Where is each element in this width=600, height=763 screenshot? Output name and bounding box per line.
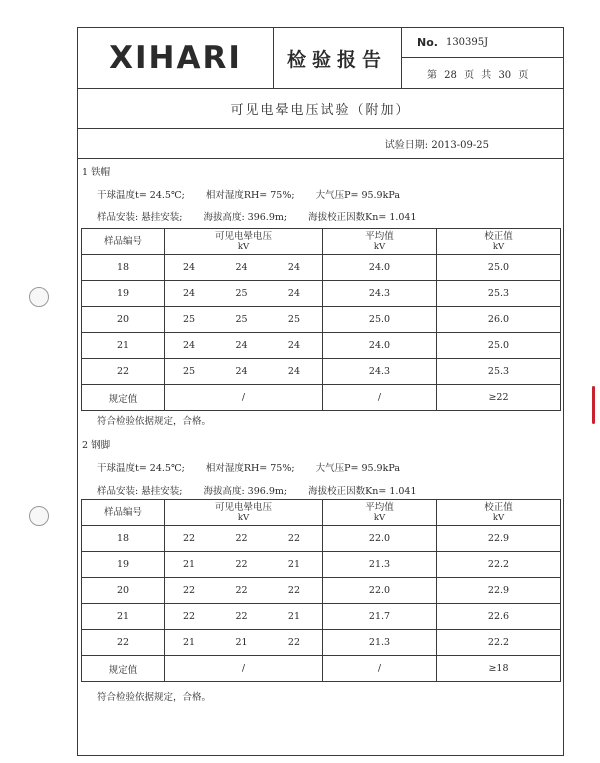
page-info: 第 28 页 共 30 页 — [427, 69, 529, 81]
report-title: 检验报告 — [273, 28, 402, 88]
corrected-value: 22.6 — [437, 604, 561, 630]
corona-values: 21 21 22 — [165, 630, 323, 656]
section-1-conditions — [97, 187, 400, 201]
col-corona: 可见电晕电压 kV — [165, 500, 323, 526]
sample-id: 22 — [82, 359, 165, 385]
corona-values: 24 25 24 — [165, 281, 323, 307]
table-header-row — [82, 500, 561, 526]
average-value: 21.3 — [323, 630, 437, 656]
section-1-mounting — [97, 209, 417, 223]
corona-values: 24 24 24 — [165, 333, 323, 359]
red-pen-mark — [592, 386, 595, 424]
table-row — [82, 255, 561, 281]
company-logo: XIHARI — [78, 28, 274, 88]
sample-id: 18 — [82, 526, 165, 552]
altitude: 海拔高度: 396.9m; — [203, 486, 288, 497]
correction-factor: 海拔校正因数Kn= 1.041 — [308, 212, 417, 223]
corrected-value: 25.3 — [437, 359, 561, 385]
corrected-value: 22.9 — [437, 578, 561, 604]
spec-corona: / — [165, 656, 323, 682]
table-row — [82, 359, 561, 385]
section-2-heading: 2 钢脚 — [82, 440, 111, 451]
corona-values: 22 22 22 — [165, 526, 323, 552]
table-header-row — [82, 229, 561, 255]
section-1-conclusion: 符合检验依据规定，合格。 — [97, 416, 212, 427]
sample-id: 21 — [82, 333, 165, 359]
col-average: 平均值 kV — [323, 500, 437, 526]
temperature: 干球温度t= 24.5℃; — [97, 463, 185, 474]
section-2-mounting — [97, 483, 417, 497]
average-value: 21.3 — [323, 552, 437, 578]
corrected-value: 22.9 — [437, 526, 561, 552]
table-row — [82, 604, 561, 630]
table-row — [82, 333, 561, 359]
average-value: 24.3 — [323, 359, 437, 385]
report-number-label: No. — [417, 36, 438, 49]
spec-corrected: ≥22 — [437, 385, 561, 411]
section-1-table — [81, 228, 561, 411]
corona-values: 21 22 21 — [165, 552, 323, 578]
section-2-table — [81, 499, 561, 682]
average-value: 24.3 — [323, 281, 437, 307]
average-value: 22.0 — [323, 526, 437, 552]
temperature: 干球温度t= 24.5℃; — [97, 190, 185, 201]
average-value: 24.0 — [323, 255, 437, 281]
spec-row — [82, 656, 561, 682]
corona-values: 22 22 21 — [165, 604, 323, 630]
corona-values: 25 25 25 — [165, 307, 323, 333]
corrected-value: 22.2 — [437, 630, 561, 656]
spec-average: / — [323, 656, 437, 682]
report-number-value: 130395J — [445, 37, 489, 48]
corona-values: 25 24 24 — [165, 359, 323, 385]
corrected-value: 26.0 — [437, 307, 561, 333]
section-2-conclusion: 符合检验依据规定，合格。 — [97, 692, 212, 703]
spec-row — [82, 385, 561, 411]
pressure: 大气压P= 95.9kPa — [315, 190, 400, 201]
sample-id: 21 — [82, 604, 165, 630]
col-sample: 样品编号 — [82, 229, 165, 255]
report-page — [77, 27, 564, 756]
binder-hole-bottom — [29, 506, 49, 526]
section-2-conditions — [97, 460, 400, 474]
sample-id: 20 — [82, 307, 165, 333]
col-corrected: 校正值 kV — [437, 229, 561, 255]
average-value: 21.7 — [323, 604, 437, 630]
mounting: 样品安装: 悬挂安装; — [97, 212, 183, 223]
sample-id: 18 — [82, 255, 165, 281]
spec-corrected: ≥18 — [437, 656, 561, 682]
corrected-value: 25.3 — [437, 281, 561, 307]
table-row — [82, 307, 561, 333]
mounting: 样品安装: 悬挂安装; — [97, 486, 183, 497]
spec-label: 规定值 — [82, 656, 165, 682]
col-sample: 样品编号 — [82, 500, 165, 526]
spec-label: 规定值 — [82, 385, 165, 411]
sample-id: 22 — [82, 630, 165, 656]
sample-id: 19 — [82, 281, 165, 307]
sample-id: 20 — [82, 578, 165, 604]
table-row — [82, 630, 561, 656]
corona-values: 24 24 24 — [165, 255, 323, 281]
pressure: 大气压P= 95.9kPa — [315, 463, 400, 474]
corrected-value: 25.0 — [437, 255, 561, 281]
section-1-heading: 1 铁帽 — [82, 167, 111, 178]
sample-id: 19 — [82, 552, 165, 578]
altitude: 海拔高度: 396.9m; — [203, 212, 288, 223]
table-row — [82, 526, 561, 552]
spec-average: / — [323, 385, 437, 411]
binder-hole-top — [29, 287, 49, 307]
humidity: 相对湿度RH= 75%; — [205, 190, 295, 201]
corona-values: 22 22 22 — [165, 578, 323, 604]
corrected-value: 22.2 — [437, 552, 561, 578]
report-number — [401, 28, 563, 58]
correction-factor: 海拔校正因数Kn= 1.041 — [308, 486, 417, 497]
table-row — [82, 552, 561, 578]
average-value: 24.0 — [323, 333, 437, 359]
test-date: 试验日期: 2013-09-25 — [78, 129, 563, 159]
col-corrected: 校正值 kV — [437, 500, 561, 526]
table-row — [82, 281, 561, 307]
average-value: 22.0 — [323, 578, 437, 604]
corrected-value: 25.0 — [437, 333, 561, 359]
report-header — [78, 28, 563, 89]
humidity: 相对湿度RH= 75%; — [205, 463, 295, 474]
test-title: 可见电晕电压试验（附加） — [78, 89, 563, 129]
average-value: 25.0 — [323, 307, 437, 333]
col-average: 平均值 kV — [323, 229, 437, 255]
col-corona: 可见电晕电压 kV — [165, 229, 323, 255]
spec-corona: / — [165, 385, 323, 411]
table-row — [82, 578, 561, 604]
